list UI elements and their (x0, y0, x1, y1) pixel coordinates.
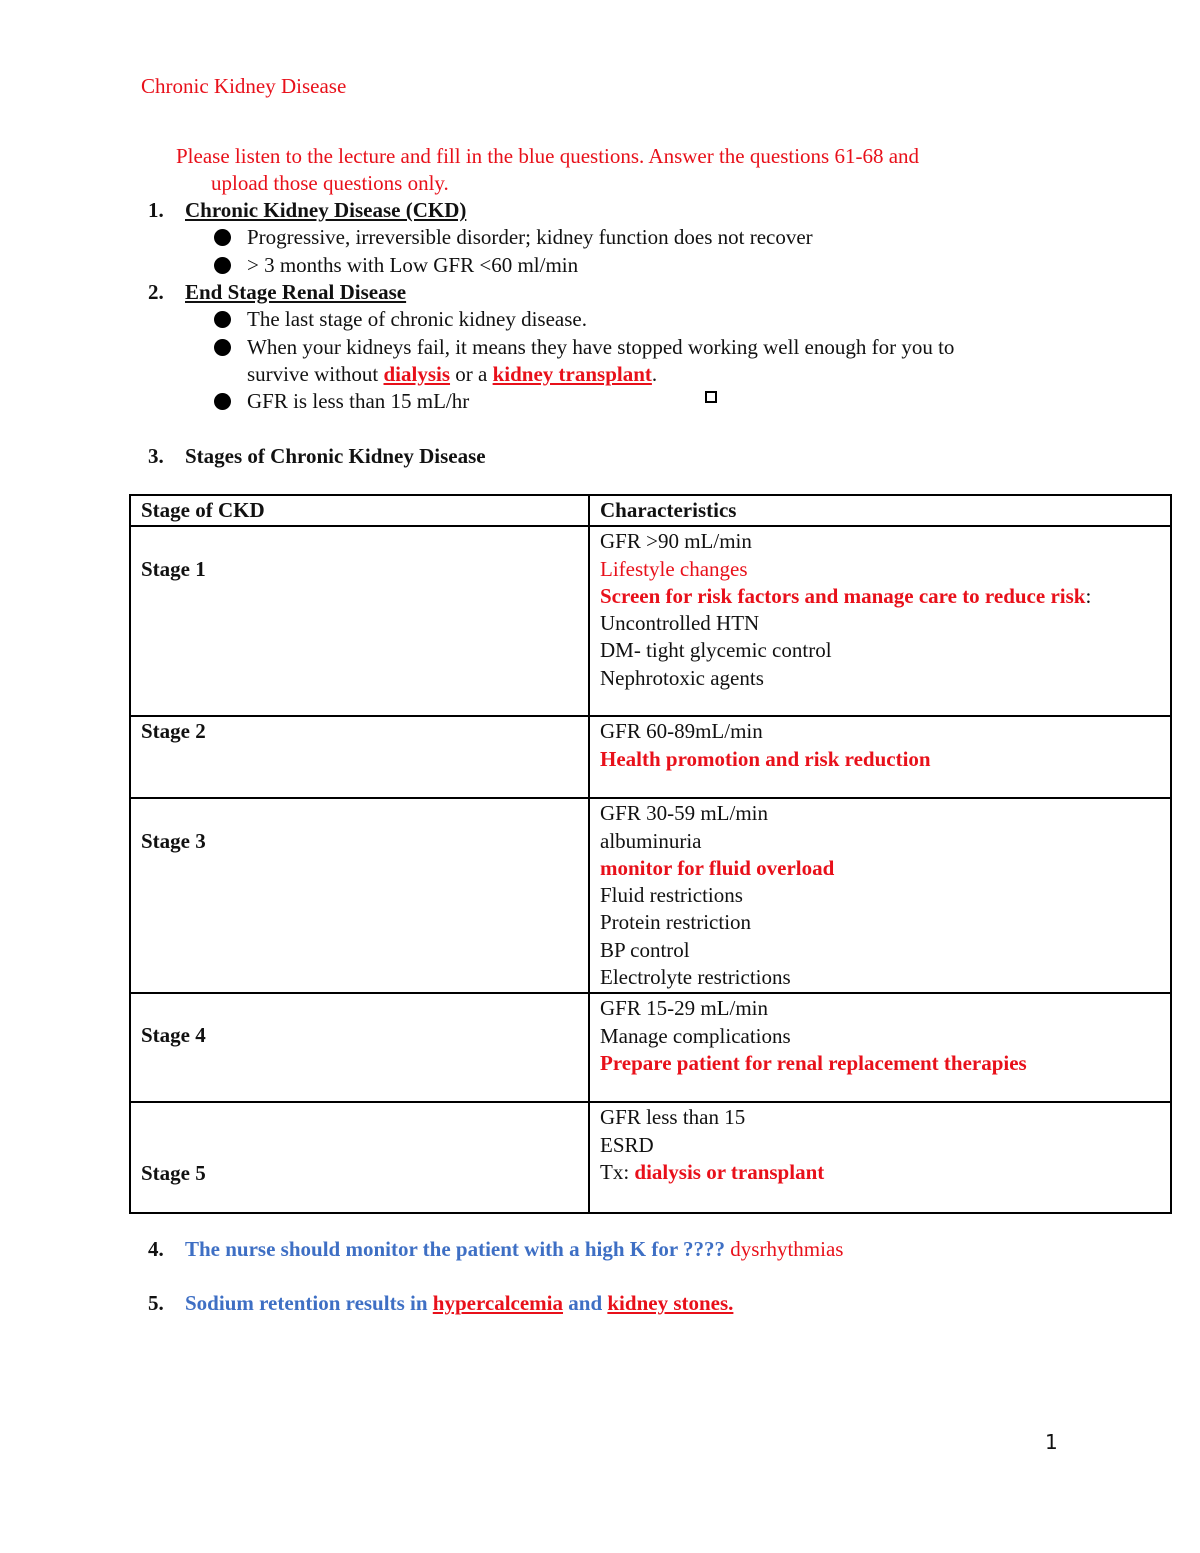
characteristic-line: monitor for fluid overload (600, 855, 835, 880)
answer-kidney-transplant: kidney transplant (492, 362, 652, 386)
characteristic-line: Health promotion and risk reduction (600, 746, 931, 771)
bullet-icon (214, 311, 231, 328)
section-2-number: 2. (148, 280, 164, 304)
section-1-heading: Chronic Kidney Disease (CKD) (185, 198, 467, 222)
question-5-text: and (563, 1291, 608, 1315)
characteristic-line (600, 1159, 1160, 1186)
question-5 (185, 1290, 733, 1317)
characteristic-line: Protein restriction (600, 910, 752, 935)
stage-label: Stage 2 (141, 719, 206, 744)
section-4-number: 4. (148, 1237, 164, 1261)
page-number: 1 (1045, 1430, 1058, 1454)
section-3-number: 3. (148, 444, 164, 468)
section-1-bullet-1: Progressive, irreversible disorder; kidney function does not recover (247, 225, 813, 249)
answer-kidney-stones: kidney stones. (607, 1291, 734, 1315)
question-4-text: The nurse should monitor the patient with a high K for ???? (185, 1237, 726, 1261)
characteristic-line: ESRD (600, 1132, 654, 1157)
stage-label: Stage 5 (141, 1161, 206, 1186)
answer-hypercalcemia: hypercalcemia (432, 1291, 564, 1315)
stage-label: Stage 4 (141, 1023, 206, 1048)
section-5-number: 5. (148, 1291, 164, 1315)
characteristic-line: GFR less than 15 (600, 1105, 746, 1130)
question-4 (185, 1236, 843, 1263)
characteristic-line: Fluid restrictions (600, 883, 743, 908)
square-bullet-icon (705, 391, 717, 403)
section-2-bullet-2-line-2 (247, 361, 657, 388)
characteristic-line: Uncontrolled HTN (600, 611, 760, 636)
characteristics-cell (589, 526, 1171, 716)
characteristic-text: Screen for risk factors and manage care to reduce risk (600, 583, 1086, 608)
intro-line-2: upload those questions only. (211, 171, 449, 195)
answer-dialysis: dialysis (383, 362, 451, 386)
bullet-icon (214, 339, 231, 356)
characteristic-line: Manage complications (600, 1023, 791, 1048)
characteristic-line: BP control (600, 937, 690, 962)
characteristic-line: Lifestyle changes (600, 556, 748, 581)
text-segment: survive without (247, 362, 384, 386)
section-2-bullet-2-line-1: When your kidneys fail, it means they have stopped working well enough for you to (247, 335, 955, 359)
section-1-number: 1. (148, 198, 164, 222)
header-characteristics: Characteristics (589, 495, 1171, 526)
section-2-bullet-3: GFR is less than 15 mL/hr (247, 389, 470, 413)
table-row (130, 716, 1171, 798)
section-1-bullet-2: > 3 months with Low GFR <60 ml/min (247, 253, 579, 277)
characteristic-line: Prepare patient for renal replacement therapies (600, 1050, 1027, 1075)
stage-label: Stage 3 (141, 829, 206, 854)
stage-cell (130, 1102, 589, 1213)
table-row (130, 1102, 1171, 1213)
table-row (130, 993, 1171, 1102)
question-4-answer: dysrhythmias (725, 1237, 844, 1261)
table-header-row (130, 495, 1171, 526)
characteristic-line: GFR 30-59 mL/min (600, 801, 769, 826)
characteristic-answer: dialysis or transplant (634, 1159, 825, 1184)
question-5-text: Sodium retention results in (185, 1291, 433, 1315)
bullet-icon (214, 257, 231, 274)
stage-label: Stage 1 (141, 557, 206, 582)
table-row (130, 526, 1171, 716)
characteristics-cell (589, 1102, 1171, 1213)
characteristic-suffix: : (1085, 583, 1092, 608)
section-2-bullet-1: The last stage of chronic kidney disease. (247, 307, 587, 331)
text-segment: . (651, 362, 658, 386)
stage-cell (130, 716, 589, 798)
characteristic-line: GFR 15-29 mL/min (600, 996, 769, 1021)
section-2-heading: End Stage Renal Disease (185, 280, 407, 304)
characteristics-cell (589, 798, 1171, 993)
intro-line-1: Please listen to the lecture and fill in the blue questions. Answer the questions 61-68 and (176, 144, 920, 168)
characteristics-cell (589, 993, 1171, 1102)
characteristic-line (600, 583, 1160, 610)
table-row (130, 798, 1171, 993)
bullet-icon (214, 229, 231, 246)
characteristic-line: Nephrotoxic agents (600, 665, 764, 690)
header-stage: Stage of CKD (130, 495, 589, 526)
characteristic-line: GFR 60-89mL/min (600, 719, 763, 744)
characteristic-line: albuminuria (600, 828, 702, 853)
characteristics-cell (589, 716, 1171, 798)
stage-cell (130, 526, 589, 716)
document-title: Chronic Kidney Disease (141, 74, 347, 98)
characteristic-text: Tx: (600, 1159, 635, 1184)
section-3-heading: Stages of Chronic Kidney Disease (185, 444, 486, 468)
characteristic-line: DM- tight glycemic control (600, 638, 832, 663)
stages-table (129, 494, 1172, 1214)
characteristic-line: GFR >90 mL/min (600, 529, 752, 554)
stage-cell (130, 993, 589, 1102)
bullet-icon (214, 393, 231, 410)
stage-cell (130, 798, 589, 993)
characteristic-line: Electrolyte restrictions (600, 965, 791, 990)
text-segment: or a (450, 362, 493, 386)
